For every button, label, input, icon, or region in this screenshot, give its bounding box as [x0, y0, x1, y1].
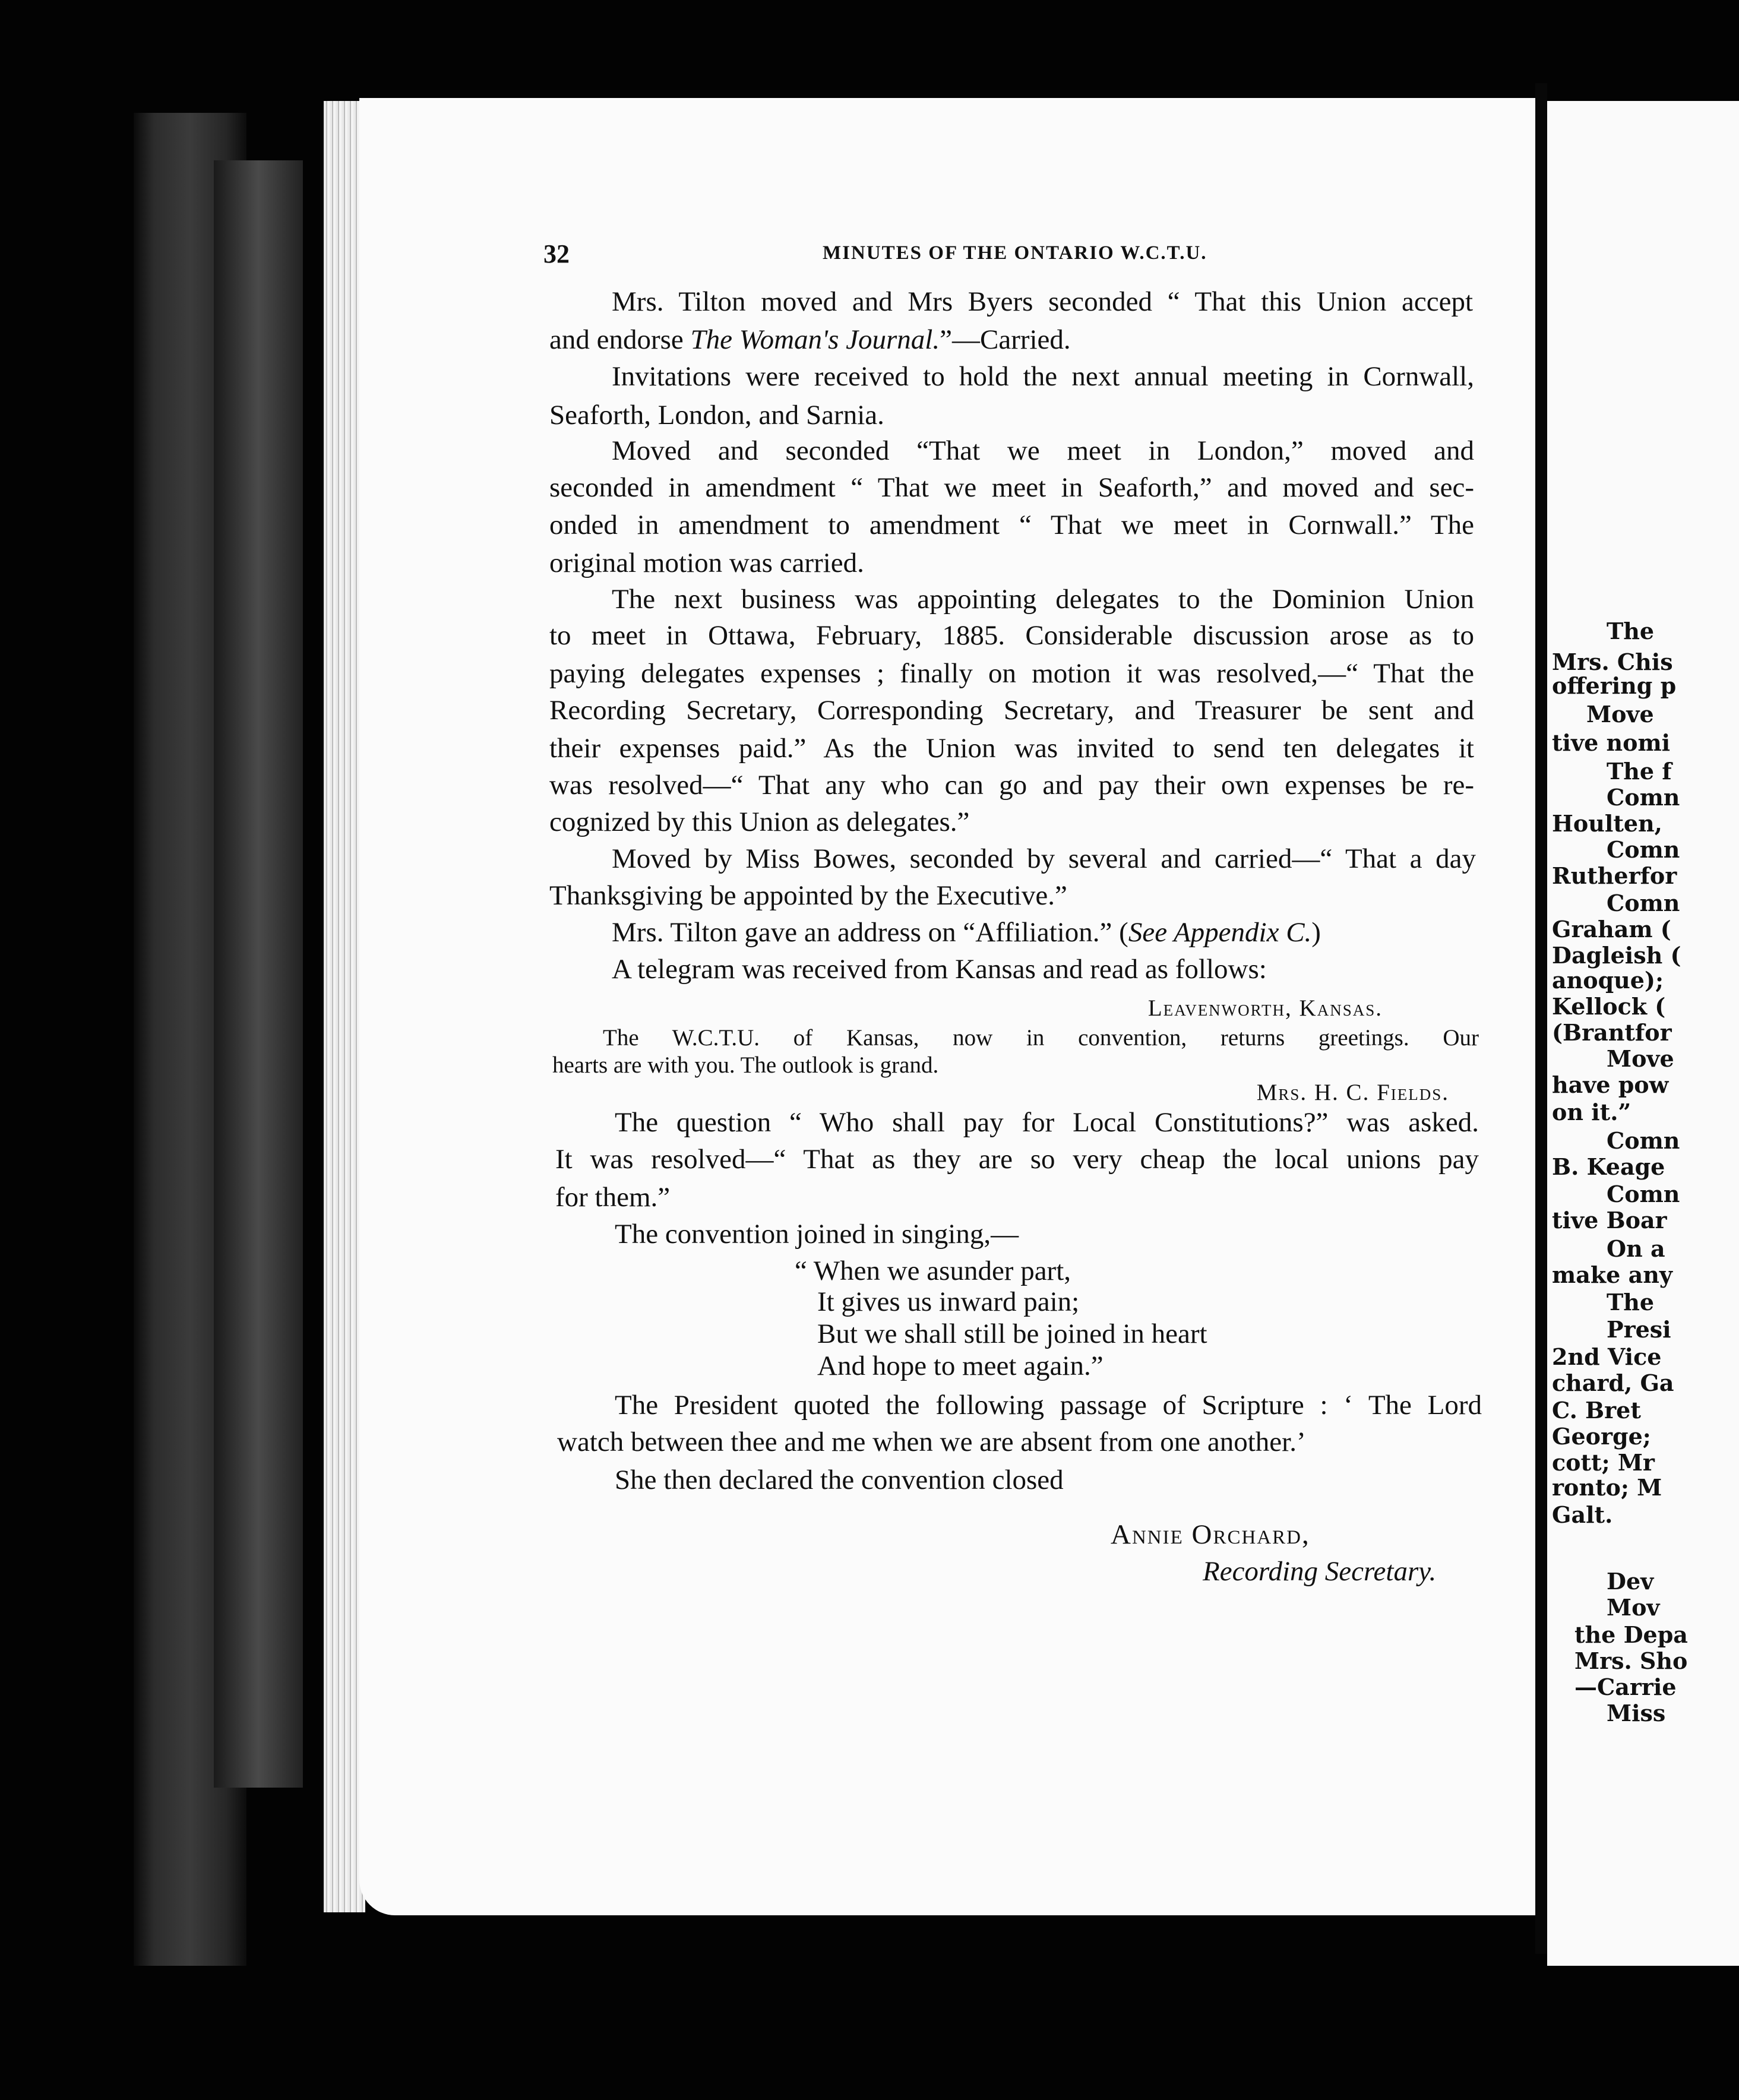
signoff-title: Recording Secretary.: [1203, 1556, 1437, 1587]
right-page-fragment: have pow: [1552, 1071, 1669, 1098]
running-head: MINUTES OF THE ONTARIO W.C.T.U.: [823, 242, 1207, 264]
right-page-fragment: anoque);: [1552, 967, 1664, 994]
right-page-fragment: On a: [1607, 1235, 1665, 1262]
telegram-line: The W.C.T.U. of Kansas, now in convention, returns greetings. Our: [603, 1025, 1479, 1051]
text-line: It was resolved—“ That as they are so very cheap the local unions pay: [555, 1144, 1479, 1175]
text-line: for them.”: [555, 1182, 671, 1213]
right-page-fragment: ronto; M: [1552, 1474, 1662, 1501]
text-line: Moved and seconded “That we meet in London,” moved and: [612, 435, 1474, 466]
right-page-fragment: Comn: [1607, 836, 1680, 863]
text-line: Mrs. Tilton moved and Mrs Byers seconded “ That this Union accept: [612, 286, 1473, 317]
text-line: seconded in amendment “ That we meet in Seaforth,” and moved and sec-: [549, 472, 1474, 503]
right-page-fragment: Rutherfor: [1552, 862, 1677, 889]
affiliation-text: Mrs. Tilton gave an address on “Affiliation.”: [612, 917, 1120, 948]
right-page-fragment: Miss: [1607, 1700, 1666, 1726]
book-gutter: [1535, 83, 1547, 1954]
right-page-fragment: Mrs. Chis: [1552, 649, 1673, 675]
right-page-fragment: Comn: [1607, 890, 1680, 916]
text-line: cognized by this Union as delegates.”: [549, 807, 970, 837]
text-line: onded in amendment to amendment “ That we meet in Cornwall.” The: [549, 510, 1474, 540]
signoff-name: Annie Orchard,: [1111, 1519, 1310, 1550]
spine-band: [214, 160, 303, 1788]
journal-title: The Woman's Journal.: [690, 324, 940, 355]
journal-suffix: ”—Carried.: [940, 324, 1071, 355]
text-line: to meet in Ottawa, February, 1885. Considerable discussion arose as to: [549, 620, 1474, 651]
poem-line: It gives us inward pain;: [817, 1286, 1080, 1317]
text-line-appendix: Mrs. Tilton gave an address on “Affiliation.” (See Appendix C.): [612, 917, 1321, 948]
right-page-fragment: Mrs. Sho: [1574, 1647, 1688, 1674]
page-number: 32: [543, 239, 570, 268]
right-page-fragment: The: [1607, 1289, 1655, 1315]
right-page-fragment: 2nd Vice: [1552, 1343, 1662, 1370]
right-page-fragment: the Depa: [1574, 1621, 1688, 1648]
right-page-fragment: chard, Ga: [1552, 1370, 1674, 1396]
right-page-fragment: George;: [1552, 1423, 1651, 1450]
right-page-fragment: cott; Mr: [1552, 1449, 1655, 1476]
text-line: She then declared the convention closed: [615, 1465, 1064, 1495]
text-line: their expenses paid.” As the Union was invited to send ten delegates it: [549, 733, 1474, 764]
telegram-place: Leavenworth, Kansas.: [1147, 995, 1383, 1021]
right-page-fragment: Galt.: [1552, 1501, 1613, 1528]
text-line: The convention joined in singing,—: [615, 1219, 1019, 1250]
text-line: A telegram was received from Kansas and read as follows:: [612, 954, 1267, 985]
journal-prefix: and endorse: [549, 324, 691, 355]
text-line: Recording Secretary, Corresponding Secretary, and Treasurer be sent and: [549, 695, 1474, 726]
right-page-fragment: on it.”: [1552, 1099, 1632, 1125]
text-line: watch between thee and me when we are absent from one another.’: [557, 1427, 1306, 1457]
right-page-fragment: The: [1607, 618, 1655, 644]
text-line: The next business was appointing delegates to the Dominion Union: [612, 584, 1474, 615]
text-line: Invitations were received to hold the next annual meeting in Cornwall,: [612, 361, 1474, 392]
text-line: was resolved—“ That any who can go and pay their own expenses be re-: [549, 770, 1474, 801]
text-line: Seaforth, London, and Sarnia.: [549, 400, 884, 431]
text-line: The question “ Who shall pay for Local Constitutions?” was asked.: [615, 1107, 1479, 1138]
right-page-fragment: Kellock (: [1552, 993, 1666, 1020]
right-page-fragment: C. Bret: [1552, 1397, 1641, 1424]
page-header: [543, 239, 1488, 274]
right-page-fragment: Graham (: [1552, 916, 1671, 943]
text-line: original motion was carried.: [549, 548, 864, 578]
right-page-fragment: Move: [1607, 1045, 1674, 1072]
telegram-signature: Mrs. H. C. Fields.: [1256, 1080, 1449, 1105]
right-page-fragment: tive Boar: [1552, 1207, 1667, 1234]
right-page-fragment: offering p: [1552, 672, 1677, 699]
text-line-journal: [549, 324, 1071, 355]
right-page-fragment: Dev: [1607, 1568, 1654, 1595]
poem-line: “ When we asunder part,: [795, 1255, 1071, 1286]
right-page-fragment: The f: [1607, 758, 1672, 785]
right-page-fragment: make any: [1552, 1261, 1672, 1288]
poem-line: And hope to meet again.”: [817, 1351, 1104, 1381]
right-page: [1547, 101, 1739, 1966]
text-line: The President quoted the following passage of Scripture : ‘ The Lord: [615, 1390, 1482, 1421]
right-page-fragment: Houlten,: [1552, 810, 1662, 837]
right-page-fragment: Move: [1586, 701, 1654, 728]
right-page-fragment: Mov: [1607, 1594, 1660, 1621]
right-page-fragment: tive nomi: [1552, 729, 1671, 756]
right-page-fragment: Comn: [1607, 1181, 1680, 1207]
text-line: Thanksgiving be appointed by the Executive.”: [549, 880, 1067, 911]
text-line: paying delegates expenses ; finally on motion it was resolved,—“ That the: [549, 658, 1474, 689]
right-page-fragment: Comn: [1607, 1127, 1680, 1154]
telegram-line: hearts are with you. The outlook is grand.: [552, 1052, 939, 1078]
right-page-fragment: —Carrie: [1574, 1674, 1677, 1700]
poem-line: But we shall still be joined in heart: [817, 1318, 1207, 1349]
text-line: Moved by Miss Bowes, seconded by several and carried—“ That a day: [612, 843, 1476, 874]
right-page-fragment: Comn: [1607, 784, 1680, 811]
right-page-fragment: Presi: [1607, 1316, 1671, 1343]
right-page-fragment: Dagleish (: [1552, 942, 1681, 969]
right-page-fragment: B. Keage: [1552, 1153, 1665, 1180]
appendix-reference: See Appendix C.: [1128, 917, 1312, 948]
right-page-fragment: (Brantfor: [1552, 1019, 1672, 1046]
